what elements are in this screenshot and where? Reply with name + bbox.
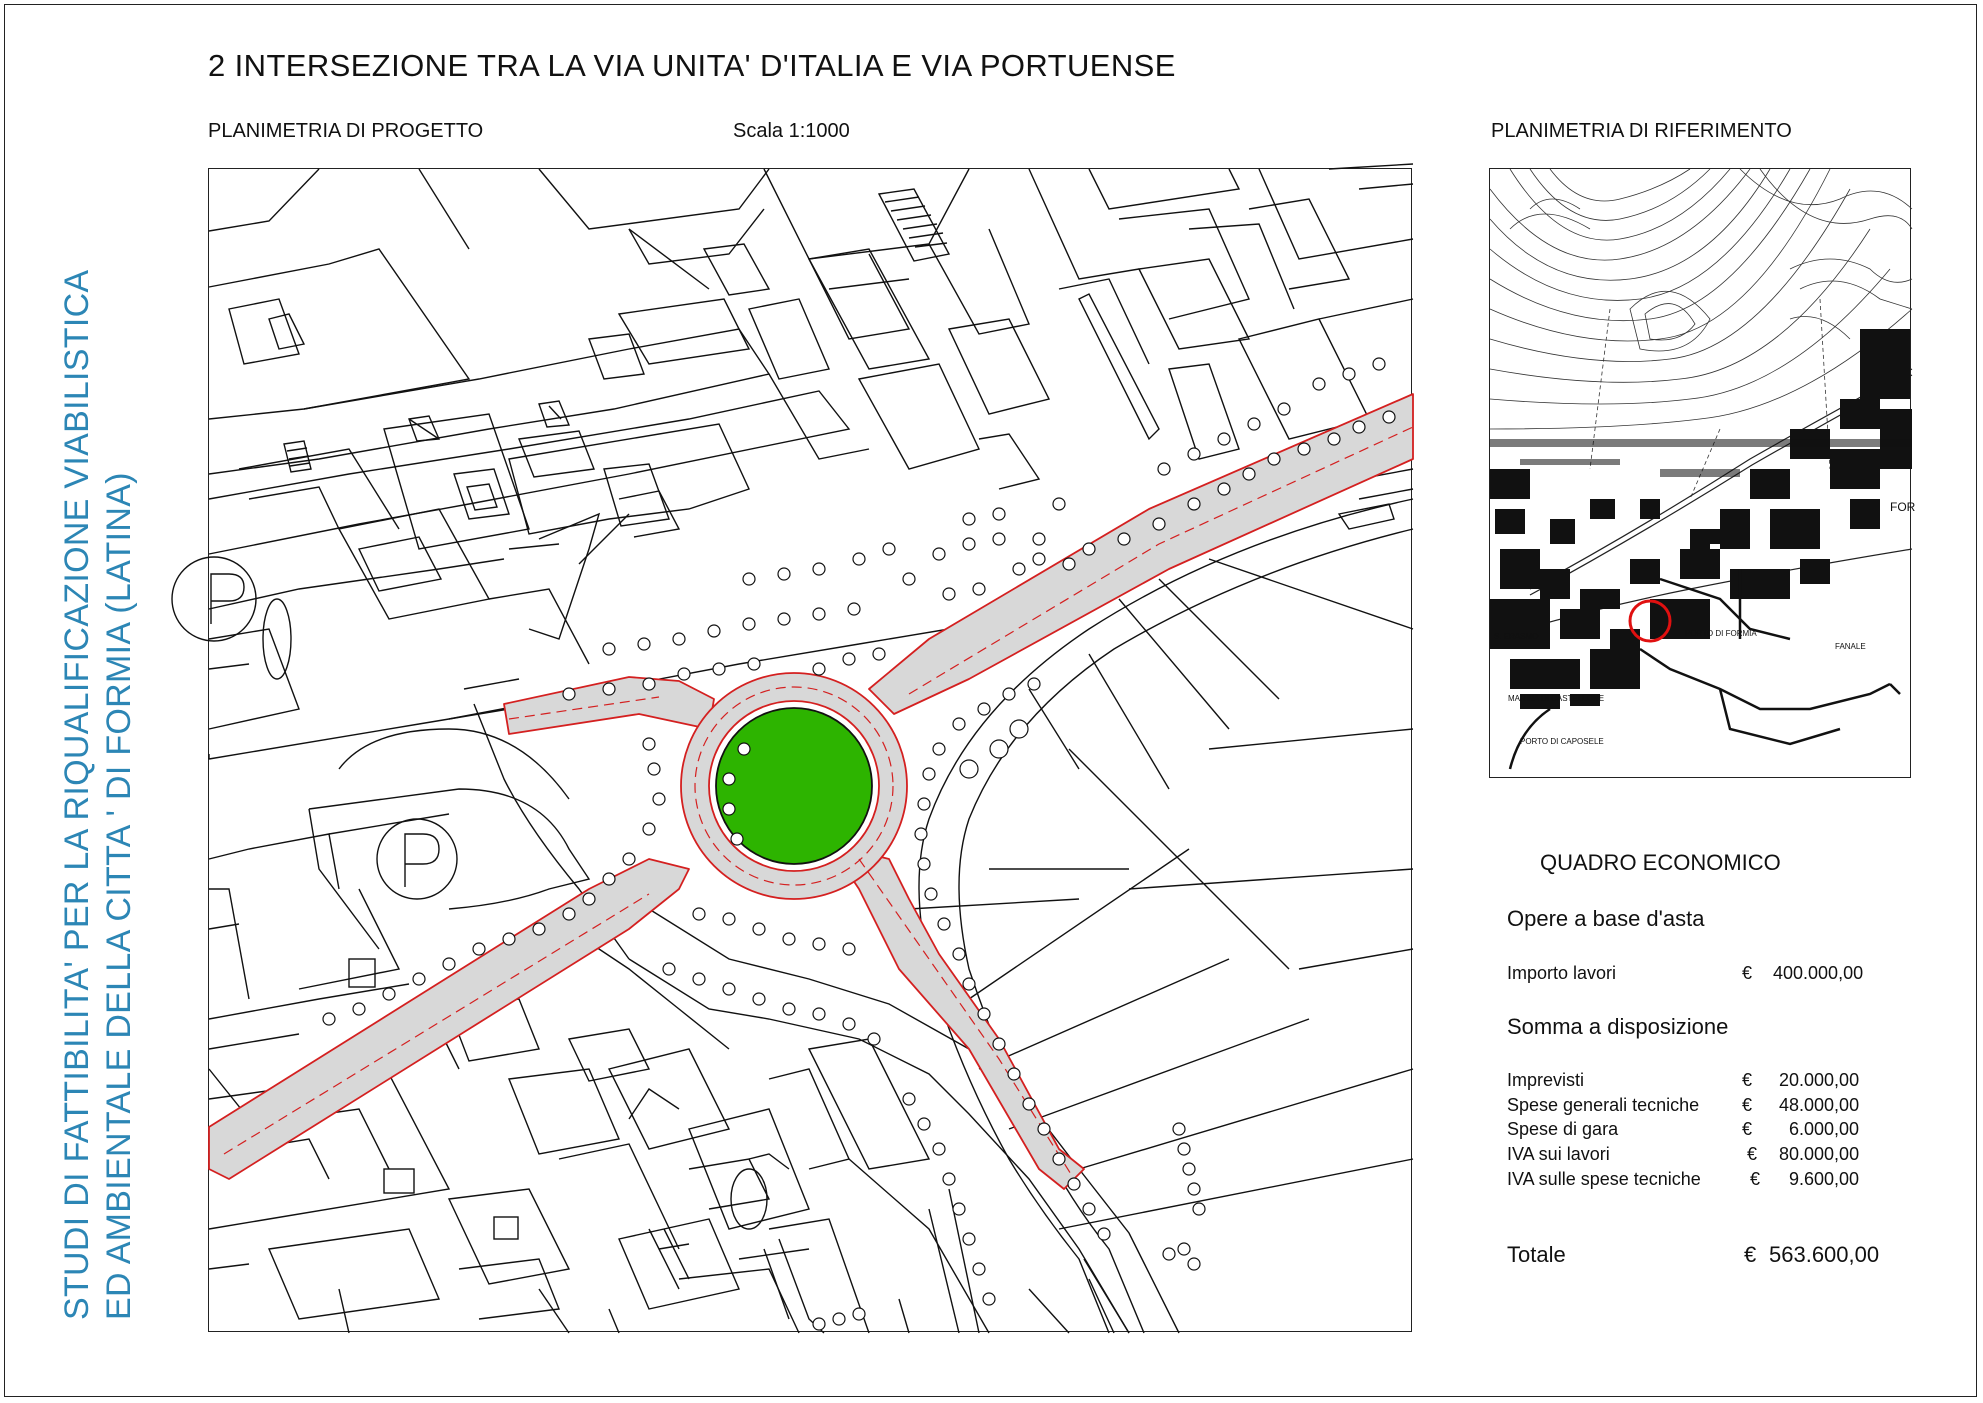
row-name: Importo lavori [1507,963,1617,983]
row-iva-lavori [1507,1144,1927,1168]
row-currency: € [1747,1144,1758,1164]
row-name: IVA sui lavori [1507,1144,1610,1164]
row-imprevisti [1507,1070,1927,1094]
row-currency: € [1750,1169,1761,1189]
scale-label: Scala 1:1000 [733,120,850,142]
row-spese-gara [1507,1119,1927,1143]
row-iva-spese-tecniche [1507,1169,1927,1193]
reference-label: PLANIMETRIA DI RIFERIMENTO [1491,120,1792,142]
total-currency: € [1744,1242,1757,1267]
row-spese-generali [1507,1095,1927,1119]
side-title-line-2: ED AMBIENTALE DELLA CITTA ' DI FORMIA (LATINA) [100,472,138,1320]
row-name: Spese generali tecniche [1507,1095,1700,1115]
row-value: 48.000,00 [1779,1095,1860,1115]
plan-label: PLANIMETRIA DI PROGETTO [208,120,484,142]
row-name: Spese di gara [1507,1119,1619,1139]
reference-map [1489,168,1916,778]
row-value: 6.000,00 [1789,1119,1860,1139]
section-somma-disposizione: Somma a disposizione [1507,1014,1729,1039]
ref-label-erasmo: S. ERASMO [1494,632,1539,641]
row-name: IVA sulle spese tecniche [1507,1169,1701,1189]
row-name: Imprevisti [1507,1070,1585,1090]
quadro-economico-title: QUADRO ECONOMICO [1540,850,1781,875]
row-importo-lavori [1507,963,1927,987]
page-title: 2 INTERSEZIONE TRA LA VIA UNITA' D'ITALIA E VIA PORTUENSE [208,48,1176,83]
row-value: 80.000,00 [1779,1144,1860,1164]
side-title [56,180,140,1320]
project-plan-svg [209,169,1413,1333]
row-currency: € [1742,963,1753,983]
total-value: 563.600,00 [1769,1242,1880,1267]
ref-label-porto: PORTO DI FORMIA [1685,629,1757,638]
row-value: 20.000,00 [1779,1070,1860,1090]
project-plan-map [208,168,1412,1332]
reference-map-svg [1490,169,1916,779]
row-value: 9.600,00 [1789,1169,1860,1189]
ref-label-marina: MARINA DI CASTELLONE [1508,694,1605,703]
row-currency: € [1742,1095,1753,1115]
ref-label-fanale: FANALE [1835,642,1866,651]
row-currency: € [1742,1070,1753,1090]
ref-label-formia: FOR [1890,500,1916,514]
side-title-line-1: STUDI DI FATTIBILITA' PER LA RIQUALIFICAZIONE VIABILISTICA [58,269,96,1320]
row-currency: € [1742,1119,1753,1139]
total-name: Totale [1507,1242,1566,1267]
section-opere-base-asta: Opere a base d'asta [1507,906,1705,931]
row-totale [1507,1242,1927,1272]
row-value: 400.000,00 [1773,963,1864,983]
ref-label-caposele: PORTO DI CAPOSELE [1520,737,1604,746]
